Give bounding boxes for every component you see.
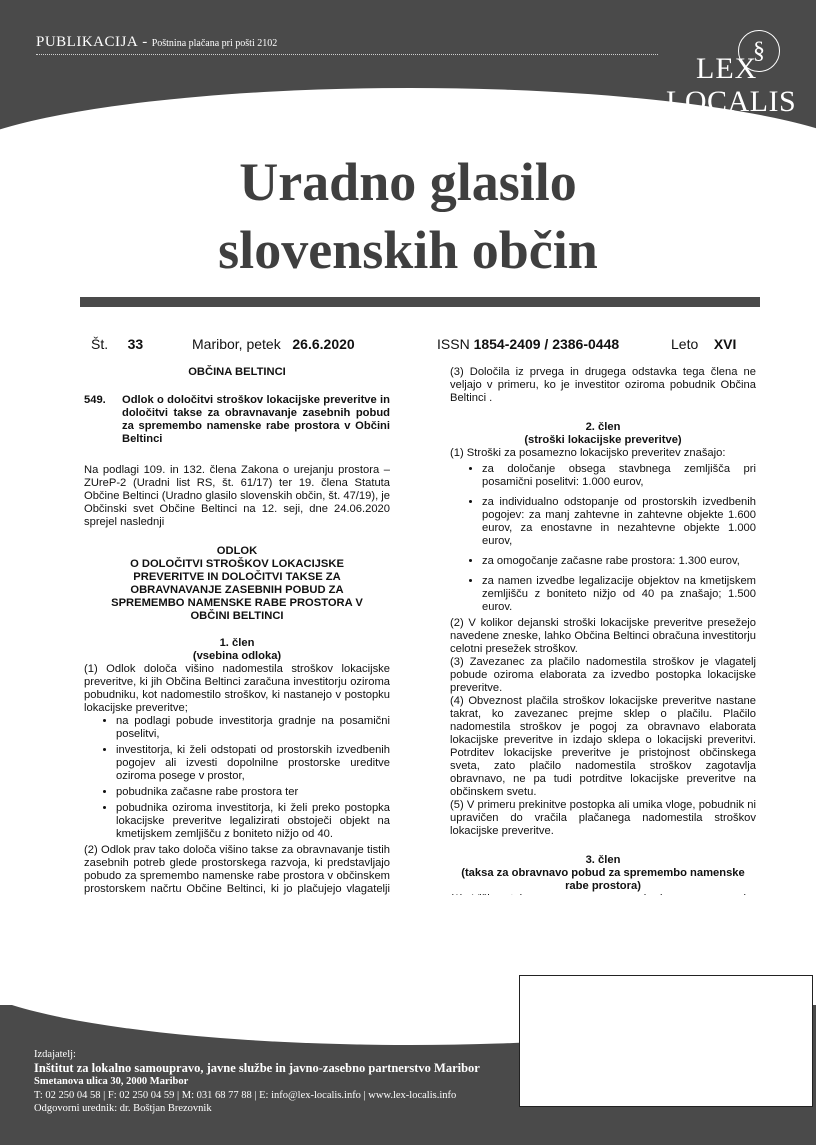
- clen2-paragraph5: (5) V primeru prekinitve postopka ali umika vloge, pobudnik ni upravičen do vračila plačanega nadomestila stroškov lokacijske preveritve.: [450, 799, 756, 837]
- lex-localis-logo: [662, 30, 797, 118]
- list-item: • za omogočanje začasne rabe prostora: 1.300 eurov,: [482, 555, 756, 568]
- list-item: • za namen izvedbe legalizacije objektov na kmetijskem zemljišču z boniteto nižjo od 40 pa znašajo; 1.500 eurov.: [482, 575, 756, 614]
- clen2-subheading: (stroški lokacijske preveritve): [524, 434, 682, 446]
- left-column: [84, 366, 390, 909]
- address-box: [519, 975, 813, 1107]
- odlok-title: Odlok o določitvi stroškov lokacijske preveritve in določitvi takse za obravnavanje zasebnih pobud za spremembo namenske rabe prostora v Občini Beltinci: [122, 394, 390, 445]
- list-item: • pobudnika začasne rabe prostora ter: [116, 786, 390, 799]
- list-item: • za določanje obsega stavbnega zemljišča pri posamični poselitvi: 1.000 eurov,: [482, 463, 756, 489]
- clen2-heading: 2. člen: [585, 421, 621, 433]
- footer-info: [34, 1048, 480, 1116]
- publication-label: PUBLIKACIJA: [36, 34, 139, 50]
- list-item: • na podlagi pobude investitorja gradnje na posamični poselitvi,: [116, 715, 390, 741]
- odlok-number: 549.: [84, 394, 106, 406]
- page-title-line1: Uradno glasilo: [239, 152, 577, 212]
- page-title-line2: slovenskih občin: [218, 220, 598, 280]
- postage-note: Poštnina plačana pri pošti 2102: [151, 38, 278, 49]
- title-rule: [80, 297, 760, 307]
- municipality-heading: OBČINA BELTINCI: [188, 366, 286, 378]
- odlok-entry: [84, 394, 390, 446]
- clen3-heading: 3. člen: [585, 854, 621, 866]
- clen2-paragraph1: (1) Stroški za posamezno lokacijsko preveritev znašajo:: [450, 447, 726, 459]
- publisher-name: Inštitut za lokalno samoupravo, javne službe in javno-zasebno partnerstvo Maribor: [34, 1060, 480, 1075]
- clen2-paragraph3: (3) Zavezanec za plačilo nadomestila stroškov je vlagatelj pobude oziroma elaborata za izvedbo postopka lokacijske preveritve.: [450, 656, 756, 694]
- clen1-paragraph2: (2) Odlok prav tako določa višino takse za obravnavanje tistih zasebnih potreb glede prostorskega razvoja, ki predstavljajo pobudo za spremembo namenske rabe prostora v občinskem prostorskem načrtu Občine Beltinci, ki jo plačujejo vlagatelji: [84, 844, 390, 895]
- preamble: Na podlagi 109. in 132. člena Zakona o urejanju prostora – ZUreP-2 (Uradni list RS, št. 61/17) ter 19. člena Statuta Občine Beltinci (Uradno glasilo slovenskih občin, št. 47/19), je Občinski svet Občine Beltinci na 12. seji, dne 24.06.2020 sprejel naslednji: [84, 464, 390, 528]
- list-item: • investitorja, ki želi odstopati od prostorskih izvedbenih pogojev ali izvesti dopolnilne prostorske ureditve oziroma posege v prostor,: [116, 744, 390, 783]
- clen1-heading: 1. člen: [219, 637, 255, 649]
- publication-dash: -: [142, 34, 148, 50]
- publisher-label: Izdajatelj:: [34, 1049, 76, 1060]
- logo-lex: LEX: [696, 52, 758, 85]
- clen1-paragraph1: (1) Odlok določa višino nadomestila stroškov lokacijske preveritve, ki jih Občina Beltinci zaračuna investitorju oziroma pobudniku, kot nadomestilo stroškov, ki nastanejo v postopku lokacijske preveritve;: [84, 663, 390, 714]
- list-item: • za individualno odstopanje od prostorskih izvedbenih pogojev: za manj zahtevne in zahtevne objekte 1.600 eurov, za enostavne in nezahtevne objekte 1.000 eurov,: [482, 496, 756, 548]
- publisher-contacts: T: 02 250 04 58 | F: 02 250 04 59 | M: 031 68 77 88 | E: info@lex-localis.info | www.lex-localis.info: [34, 1089, 457, 1101]
- dotted-divider: [36, 54, 658, 55]
- clen2-paragraph4: (4) Obveznost plačila stroškov lokacijske preveritve nastane takrat, ko zavezanec prejme sklep o plačilu. Plačilo nadomestila stroškov je pogoj za obravnavo elaborata lokacijske preveritve in izdajo sklepa o lokacijski preveritvi. Potrditev lokacijske preveritve je pristojnost občinskega sveta, zato plačilo nadomestila stroškov zagotavlja obravnavo, ne pa tudi potrditve lokacijske preveritve na občinskem svetu.: [450, 695, 756, 798]
- issue-year: Leto XVI: [671, 336, 737, 352]
- issue-issn: ISSN 1854-2409 / 2386-0448: [437, 336, 620, 352]
- publisher-editor: Odgovorni urednik: dr. Boštjan Brezovnik: [34, 1103, 212, 1114]
- issue-number: Št. 33: [91, 336, 144, 352]
- clen1-paragraph3: (3) Določila iz prvega in drugega odstavka tega člena ne veljajo v primeru, ko je investitor oziroma pobudnik Občina Beltinci .: [450, 366, 756, 404]
- logo-localis: LOCALIS: [666, 85, 797, 118]
- clen2-paragraph2: (2) V kolikor dejanski stroški lokacijske preveritve presežejo navedene zneske, lahko Občina Beltinci obračuna investitorju celotni presežek stroškov.: [450, 617, 756, 655]
- odlok-heading: ODLOK O DOLOČITVI STROŠKOV LOKACIJSKE PREVERITVE IN DOLOČITVI TAKSE ZA OBRAVNAVANJE ZASEBNIH POBUD ZA SPREMEMBO NAMENSKE RABE PROSTORA V OBČINI BELTINCI: [111, 545, 363, 622]
- issue-date: Maribor, petek 26.6.2020: [192, 336, 355, 352]
- publication-line: [36, 33, 277, 51]
- list-item: • pobudnika oziroma investitorja, ki želi preko postopka lokacijske preveritve legalizirati obstoječi objekt na kmetijskem zemljišču z boniteto nižjo od 40.: [116, 802, 390, 841]
- paragraph-icon: §: [738, 30, 780, 72]
- clen3-subheading: (taksa za obravnavo pobud za spremembo namenske rabe prostora): [461, 867, 745, 892]
- clen1-subheading: (vsebina odloka): [192, 650, 282, 662]
- clen2-bullet-list: [450, 463, 756, 614]
- clen1-bullet-list: [84, 715, 390, 841]
- publisher-address: Smetanova ulica 30, 2000 Maribor: [34, 1076, 189, 1087]
- right-column: [450, 366, 756, 932]
